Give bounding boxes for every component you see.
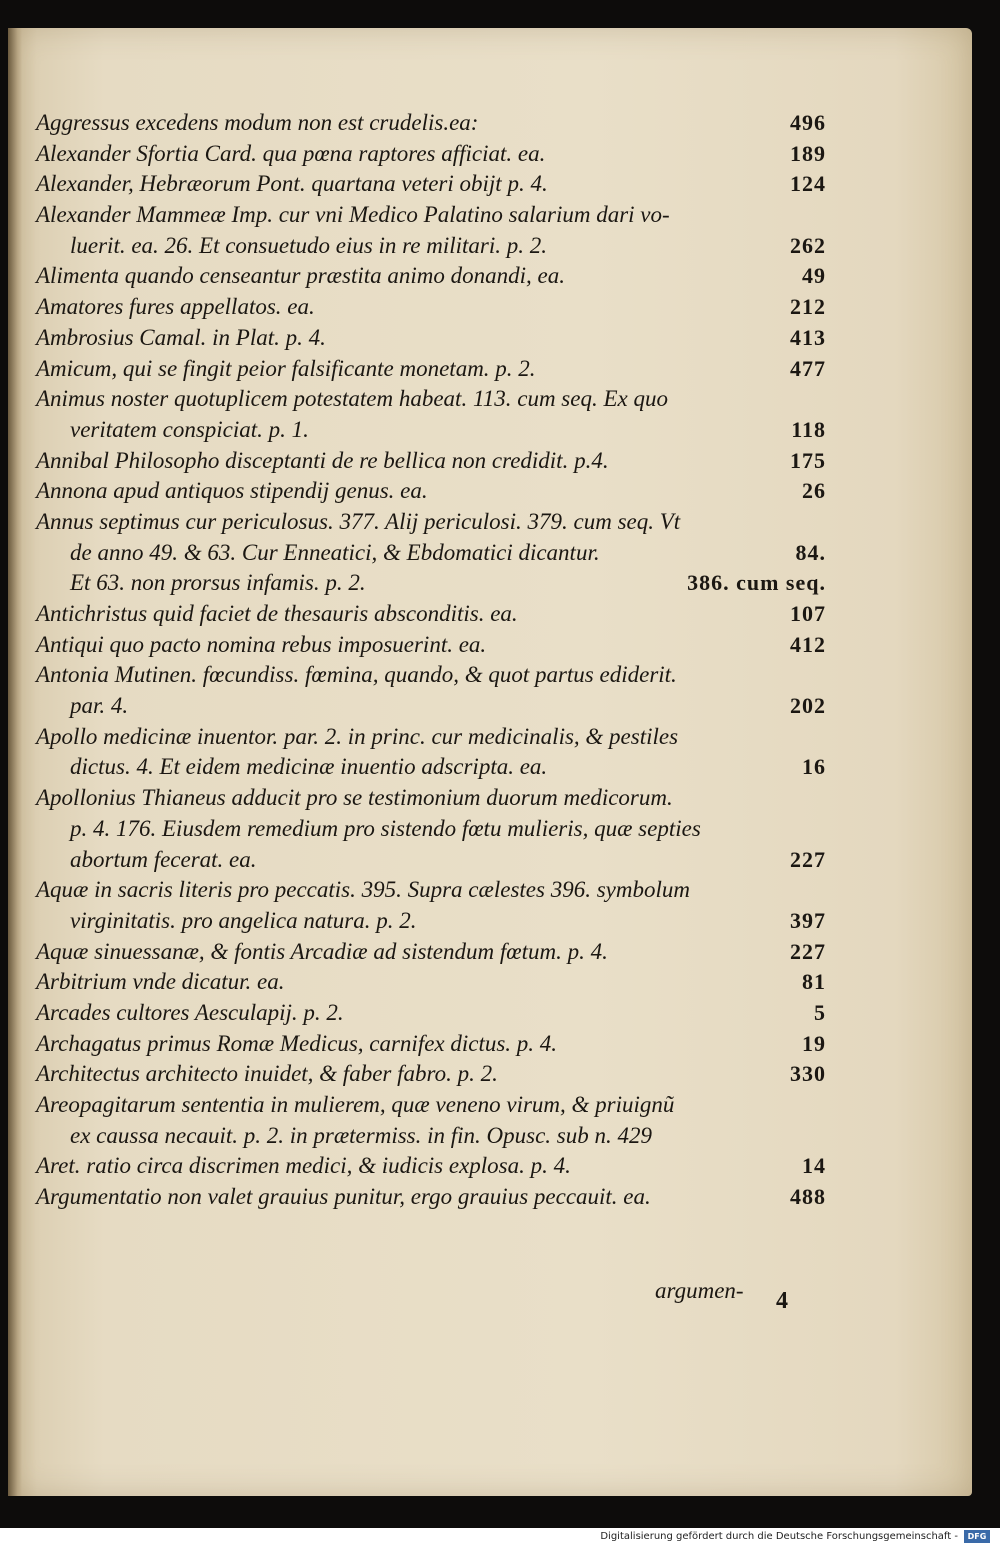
footer-credit: Digitalisierung gefördert durch die Deutsche Forschungsgemeinschaft - [600,1531,958,1542]
entry-page-number: 175 [790,447,826,473]
entry-page-number: 227 [790,938,826,964]
entry-heading-line [36,139,826,170]
index-entry [36,108,826,139]
entry-text: Annibal Philosopho disceptanti de re bellica non credidit. p.4. [36,447,609,473]
index-entry [36,323,826,354]
entry-heading-line [36,200,826,231]
entry-heading-line [36,1182,826,1213]
index-entry [36,875,826,936]
index-entry [36,1059,826,1090]
entry-text: Amicum, qui se fingit peior falsificante monetam. p. 2. [36,355,536,381]
index-entry [36,967,826,998]
dfg-logo: DFG [964,1530,990,1543]
index-entry [36,292,826,323]
entry-text: abortum fecerat. ea. [70,846,257,872]
entry-page-number: 386. cum seq. [687,570,826,596]
index-entries [36,108,826,1213]
entry-heading-line [36,1151,826,1182]
entry-text: Aquæ in sacris literis pro peccatis. 395. Supra cælestes 396. symbolum [36,877,690,903]
entry-page-number: 397 [790,907,826,933]
entry-heading-line [36,998,826,1029]
entry-page-number: 477 [790,355,826,381]
entry-text: Archagatus primus Romæ Medicus, carnifex dictus. p. 4. [36,1030,558,1056]
index-entry [36,261,826,292]
entry-text: Apollonius Thianeus adducit pro se testimonium duorum medicorum. [36,785,673,811]
entry-text: Areopagitarum sententia in mulierem, quæ veneno virum, & priuignũ [36,1092,675,1117]
entry-page-number: 212 [790,294,826,320]
index-entry [36,476,826,507]
entry-text: Arcades cultores Aesculapij. p. 2. [36,999,344,1025]
entry-heading-line [36,507,826,538]
entry-page-number: 412 [790,631,826,657]
entry-heading-line [36,108,826,139]
entry-heading-line [36,292,826,323]
entry-page-number: 19 [802,1030,826,1056]
entry-text: Architectus architecto inuidet, & faber fabro. p. 2. [36,1061,498,1087]
entry-text: ex caussa necauit. p. 2. in prætermiss. in fin. Opusc. sub n. 429 [70,1122,652,1148]
entry-text: Alexander Mammeæ Imp. cur vni Medico Palatino salarium dari vo- [36,202,670,228]
page-gutter [8,28,22,1496]
entry-text: Ambrosius Camal. in Plat. p. 4. [36,324,326,350]
entry-text: p. 4. 176. Eiusdem remedium pro sistendo fœtu mulieris, quæ septies [70,815,701,841]
entry-text: de anno 49. & 63. Cur Enneatici, & Ebdomatici dicantur. [70,539,600,565]
entry-heading-line [36,261,826,292]
entry-heading-line [36,937,826,968]
index-entry [36,599,826,630]
entry-page-number: 49 [802,263,826,289]
index-entry [36,384,826,445]
entry-continuation-line [36,691,826,722]
entry-page-number: 227 [790,846,826,872]
index-entry [36,446,826,477]
index-entry [36,1151,826,1182]
entry-heading-line [36,446,826,477]
index-entry [36,139,826,170]
index-entry [36,1090,826,1151]
entry-heading-line [36,599,826,630]
entry-heading-line [36,630,826,661]
entry-text: Aggressus excedens modum non est crudelis.ea: [36,110,479,135]
entry-continuation-line [36,1121,826,1152]
entry-heading-line [36,722,826,753]
index-entry [36,507,826,599]
entry-text: Aquæ sinuessanæ, & fontis Arcadiæ ad sistendum fœtum. p. 4. [36,938,608,964]
entry-heading-line [36,354,826,385]
entry-page-number: 124 [790,171,826,197]
entry-page-number: 413 [790,324,826,350]
entry-page-number: 488 [790,1184,826,1210]
entry-continuation-line [36,752,826,783]
index-entry [36,1029,826,1060]
book-page [8,28,972,1496]
entry-continuation-line [36,538,826,569]
entry-page-number: 16 [802,754,826,780]
entry-text: Argumentatio non valet grauius punitur, ergo grauius peccauit. ea. [36,1184,651,1210]
entry-heading-line [36,1059,826,1090]
entry-continuation-line [36,906,826,937]
entry-continuation-line [36,845,826,876]
entry-continuation-line [36,231,826,262]
entry-text: dictus. 4. Et eidem medicinæ inuentio adscripta. ea. [70,754,548,780]
entry-page-number: 118 [791,416,826,442]
entry-heading-line [36,476,826,507]
entry-page-number: 496 [790,110,826,135]
entry-page-number: 5 [814,999,826,1025]
entry-heading-line [36,875,826,906]
entry-page-number: 330 [790,1061,826,1087]
entry-page-number: 81 [802,969,826,995]
index-entry [36,998,826,1029]
index-entry [36,937,826,968]
entry-text: Antichristus quid faciet de thesauris absconditis. ea. [36,601,518,626]
entry-heading-line [36,384,826,415]
entry-text: Animus noster quotuplicem potestatem habeat. 113. cum seq. Ex quo [36,386,668,412]
index-entry [36,630,826,661]
entry-page-number: 202 [790,693,826,719]
index-entry [36,1182,826,1213]
entry-text: Apollo medicinæ inuentor. par. 2. in princ. cur medicinalis, & pestiles [36,723,679,749]
entry-text: Amatores fures appellatos. ea. [36,294,315,320]
entry-text: Et 63. non prorsus infamis. p. 2. [70,570,366,596]
entry-text: Aret. ratio circa discrimen medici, & iudicis explosa. p. 4. [36,1153,571,1179]
index-entry [36,354,826,385]
entry-heading-line [36,1029,826,1060]
index-entry [36,783,826,875]
entry-text: Antiqui quo pacto nomina rebus imposuerint. ea. [36,631,487,657]
entry-text: veritatem conspiciat. p. 1. [70,416,309,442]
entry-text: Alimenta quando censeantur præstita animo donandi, ea. [36,263,565,289]
entry-page-number: 14 [802,1153,826,1179]
entry-text: par. 4. [70,693,129,719]
entry-page-number: 26 [802,478,826,504]
entry-continuation-line [36,568,826,599]
entry-text: Alexander Sfortia Card. qua pœna raptores afficiat. ea. [36,140,546,166]
entry-text: Alexander, Hebræorum Pont. quartana veteri obijt p. 4. [36,171,548,197]
entry-page-number: 107 [790,601,826,626]
entry-heading-line [36,783,826,814]
index-entry [36,169,826,200]
entry-text: virginitatis. pro angelica natura. p. 2. [70,907,417,933]
entry-page-number: 84. [795,539,826,565]
entry-page-number: 189 [790,140,826,166]
entry-heading-line [36,1090,826,1121]
signature-mark: 4 [776,1288,788,1314]
entry-continuation-line [36,814,826,845]
index-entry [36,200,826,261]
entry-continuation-line [36,415,826,446]
entry-text: Arbitrium vnde dicatur. ea. [36,969,285,995]
index-entry [36,660,826,721]
entry-text: luerit. ea. 26. Et consuetudo eius in re militari. p. 2. [70,232,547,258]
entry-text: Antonia Mutinen. fœcundiss. fœmina, quando, & quot partus ediderit. [36,662,677,688]
entry-heading-line [36,169,826,200]
entry-heading-line [36,967,826,998]
index-entry [36,722,826,783]
entry-heading-line [36,660,826,691]
catchword: argumen- [655,1278,744,1303]
entry-text: Annus septimus cur periculosus. 377. Alij periculosi. 379. cum seq. Vt [36,508,681,534]
entry-text: Annona apud antiquos stipendij genus. ea. [36,478,428,504]
entry-page-number: 262 [790,232,826,258]
entry-heading-line [36,323,826,354]
